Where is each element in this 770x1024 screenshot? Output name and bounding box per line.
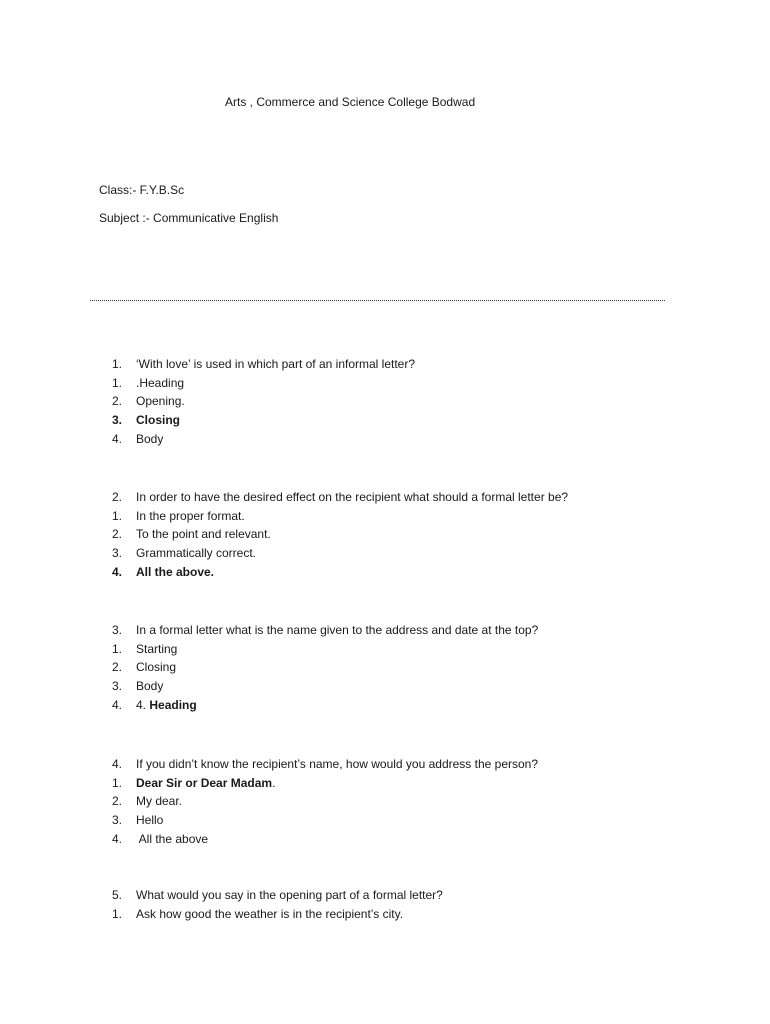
option-text: Closing [136,413,180,428]
college-title: Arts , Commerce and Science College Bodwad [225,95,476,109]
option-answer [0,563,770,582]
question-text: What would you say in the opening part of a formal letter? [136,888,443,902]
option-text: In the proper format. [136,508,245,523]
option-text: Opening. [136,394,185,409]
question-3 [0,621,770,714]
option [0,811,770,830]
option-answer [0,774,770,793]
option-number: 4. [112,431,123,446]
option-text: Closing [136,660,177,675]
option-number: 4. [112,564,123,579]
subject-line: Subject :- Communicative English [99,211,279,225]
question-stem [0,755,770,774]
option-number: 1. [112,775,123,790]
question-stem [0,621,770,640]
option [0,374,770,393]
option [0,677,770,696]
option-text: All the above [136,831,209,846]
option-number: 2. [112,660,123,675]
option-number: 1. [112,906,123,921]
option-number: 1. [112,508,123,523]
question-number: 2. [112,490,123,504]
option-number: 3. [112,813,123,828]
option [0,658,770,677]
option [0,430,770,449]
option-number: 1. [112,375,123,390]
option-text: To the point and relevant. [136,527,271,542]
option-text [136,696,197,715]
option-suffix: . [272,775,276,790]
option-number: 4. [112,831,123,846]
option-text: My dear. [136,794,183,809]
option-text [136,774,275,793]
option [0,792,770,811]
option-number: 2. [112,527,123,542]
question-text: ‘With love’ is used in which part of an informal letter? [136,357,416,371]
question-5 [0,886,770,923]
question-stem [0,488,770,507]
class-line: Class:- F.Y.B.Sc [99,183,185,197]
option [0,905,770,924]
question-stem [0,355,770,374]
option-text: Body [136,679,164,694]
option-number: 3. [112,413,123,428]
question-1 [0,355,770,448]
option-text: .Heading [136,375,185,390]
option-number: 1. [112,641,123,656]
option-answer-text: Heading [149,697,197,712]
dotted-divider [90,300,665,301]
question-number: 4. [112,757,123,771]
question-number: 5. [112,888,123,902]
question-number: 1. [112,357,123,371]
option [0,640,770,659]
option-text: Hello [136,813,164,828]
option [0,544,770,563]
option-text: Starting [136,641,178,656]
option [0,830,770,849]
option [0,507,770,526]
option-number: 2. [112,394,123,409]
question-text: In order to have the desired effect on the recipient what should a formal letter be? [136,490,569,504]
question-4 [0,755,770,848]
question-text: If you didn’t know the recipient’s name, how would you address the person? [136,757,539,771]
option-text: Ask how good the weather is in the recipient’s city. [136,906,404,921]
option-prefix: 4. [136,697,147,712]
question-number: 3. [112,623,123,637]
option-text: Grammatically correct. [136,546,257,561]
option-number: 4. [112,697,123,712]
option-number: 3. [112,679,123,694]
option-number: 2. [112,794,123,809]
option-answer [0,411,770,430]
option-text: All the above. [136,564,215,579]
option [0,525,770,544]
option-number: 3. [112,546,123,561]
option [0,392,770,411]
question-2 [0,488,770,581]
question-stem [0,886,770,905]
option-answer [0,696,770,715]
question-text: In a formal letter what is the name given to the address and date at the top? [136,623,539,637]
option-text: Body [136,431,164,446]
option-answer-text: Dear Sir or Dear Madam [136,775,273,790]
